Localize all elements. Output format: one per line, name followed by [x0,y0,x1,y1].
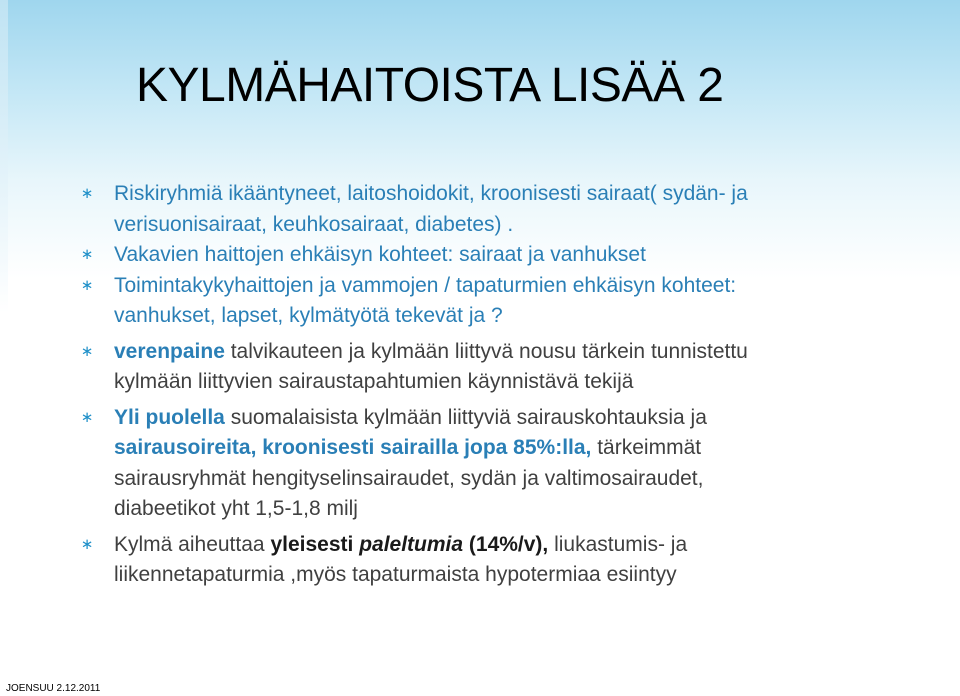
bullet-functional-harm [80,271,880,332]
bullet-text: verisuonisairaat, keuhkosairaat, diabetes) . [114,212,514,236]
bullet-highlight: yleisesti [270,532,354,556]
bullet-highlight: Yli puolella [114,405,225,429]
bullet-highlight: verenpaine [114,339,225,363]
bullet-highlight: (14%/v), [463,532,549,556]
bullet-text: tärkeimmät [591,436,702,459]
bullet-text: talvikauteen ja kylmään liittyvä nousu tärkein tunnistettu [224,339,748,363]
bullet-asterisk-icon: ∗ [80,276,94,294]
bullet-majority [80,403,880,525]
slide-title: KYLMÄHAITOISTA LISÄÄ 2 [136,59,724,112]
bullet-text: Toimintakykyhaittojen ja vammojen / tapaturmien ehkäisyn kohteet: [114,273,737,297]
bullet-text: kylmään liittyvien sairaustapahtumien käynnistävä tekijä [114,370,634,393]
slide-left-stripe [0,0,8,696]
bullet-asterisk-icon: ∗ [80,408,94,426]
bullet-asterisk-icon: ∗ [80,535,94,553]
bullet-text: liukastumis- ja [548,532,688,556]
bullet-asterisk-icon: ∗ [80,246,94,263]
bullet-list [80,179,880,591]
bullet-text: sairausryhmät hengityselinsairaudet, sydän ja valtimosairaudet, [114,466,704,490]
bullet-risk-groups [80,179,880,240]
bullet-text: Kylmä aiheuttaa [114,532,271,556]
bullet-highlight: paleltumia [359,532,464,556]
bullet-text: liikennetapaturmia ,myös tapaturmaista hypotermiaa esiintyy [114,563,677,586]
bullet-text: Riskiryhmiä ikääntyneet, laitoshoidokit, kroonisesti sairaat( sydän- ja [114,182,748,205]
slide-footer: JOENSUU 2.12.2011 [6,683,101,694]
bullet-asterisk-icon: ∗ [80,185,94,202]
bullet-text: Vakavien haittojen ehkäisyn kohteet: sairaat ja vanhukset [114,243,646,266]
bullet-serious-harm [80,240,880,271]
bullet-asterisk-icon: ∗ [80,342,94,360]
bullet-text: diabeetikot yht 1,5-1,8 milj [114,497,358,520]
bullet-highlight: sairausoireita, kroonisesti sairailla jopa 85%:lla, [114,436,592,459]
bullet-cold-causes [80,530,880,591]
bullet-text: vanhukset, lapset, kylmätyötä tekevät ja ? [114,304,503,327]
bullet-text: suomalaisista kylmään liittyviä sairauskohtauksia ja [224,405,707,429]
bullet-blood-pressure [80,337,880,398]
